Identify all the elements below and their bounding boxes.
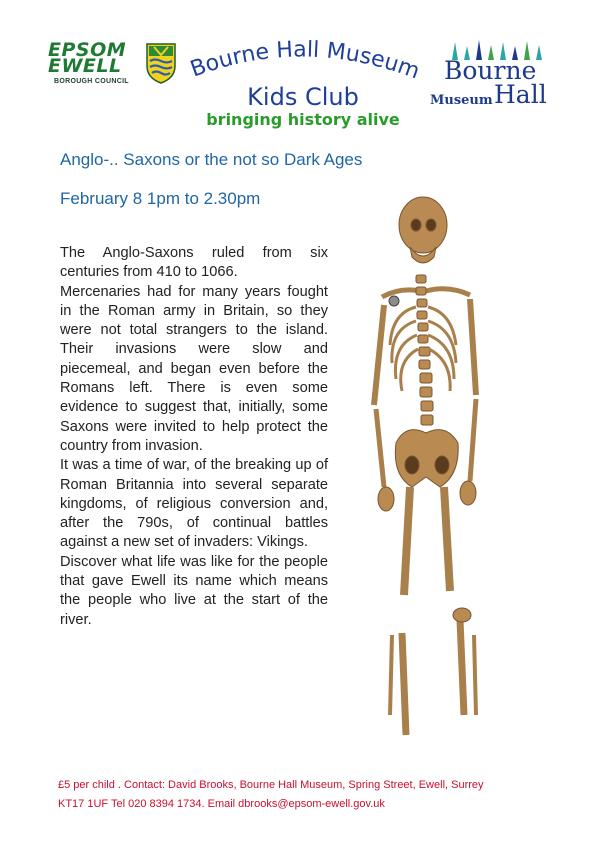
museum-logo-word3: Hall	[494, 80, 547, 109]
body-paragraph: Mercenaries had for many years fought in the Roman army in Britain, so they were not total strangers to the island. Their invasions were slow and piecemeal, and began even before the Romans left. There is even some evidence to suggest that, initially, some Saxons were invited to help protect the country from invasion.	[60, 283, 328, 454]
footer-line2: KT17 1UF Tel 020 8394 1734. Email dbrooks@epsom-ewell.gov.uk	[58, 798, 385, 810]
skeleton-image	[370, 195, 485, 740]
body-paragraph: The Anglo-Saxons ruled from six centuries from 410 to 1066.	[60, 245, 328, 281]
event-datetime: February 8 1pm to 2.30pm	[60, 189, 261, 208]
svg-text:Bourne Hall Museum	[187, 40, 423, 84]
bourne-hall-museum-logo	[430, 40, 570, 110]
body-paragraph: Discover what life was like for the people that gave Ewell its name which means the people who live at the start of the river.	[60, 553, 328, 628]
body-text	[60, 244, 328, 630]
museum-logo-word1: Bourne	[444, 56, 537, 85]
museum-logo-word2: Museum	[430, 93, 493, 108]
crest-icon	[145, 42, 177, 84]
club-title-block	[178, 40, 428, 110]
epsom-ewell-council-logo	[40, 40, 180, 90]
footer-line1: £5 per child . Contact: David Brooks, Bourne Hall Museum, Spring Street, Ewell, Surrey	[58, 779, 484, 791]
club-subtitle: Kids Club	[247, 83, 359, 111]
club-title: Bourne Hall Museum	[187, 40, 423, 85]
tagline: bringing history alive	[206, 110, 400, 129]
body-paragraph: It was a time of war, of the breaking up of Roman Britannia into several separate kingdoms, of religious conversion and, after the 790s, of continual battles against a new set of invaders: Vikings.	[60, 457, 328, 551]
council-logo-line2: EWELL	[48, 55, 122, 77]
council-logo-sub: BOROUGH COUNCIL	[54, 78, 129, 85]
footer-contact	[58, 776, 538, 814]
council-logo-line1: EPSOM	[48, 39, 127, 61]
event-title: Anglo-.. Saxons or the not so Dark Ages	[60, 150, 363, 169]
